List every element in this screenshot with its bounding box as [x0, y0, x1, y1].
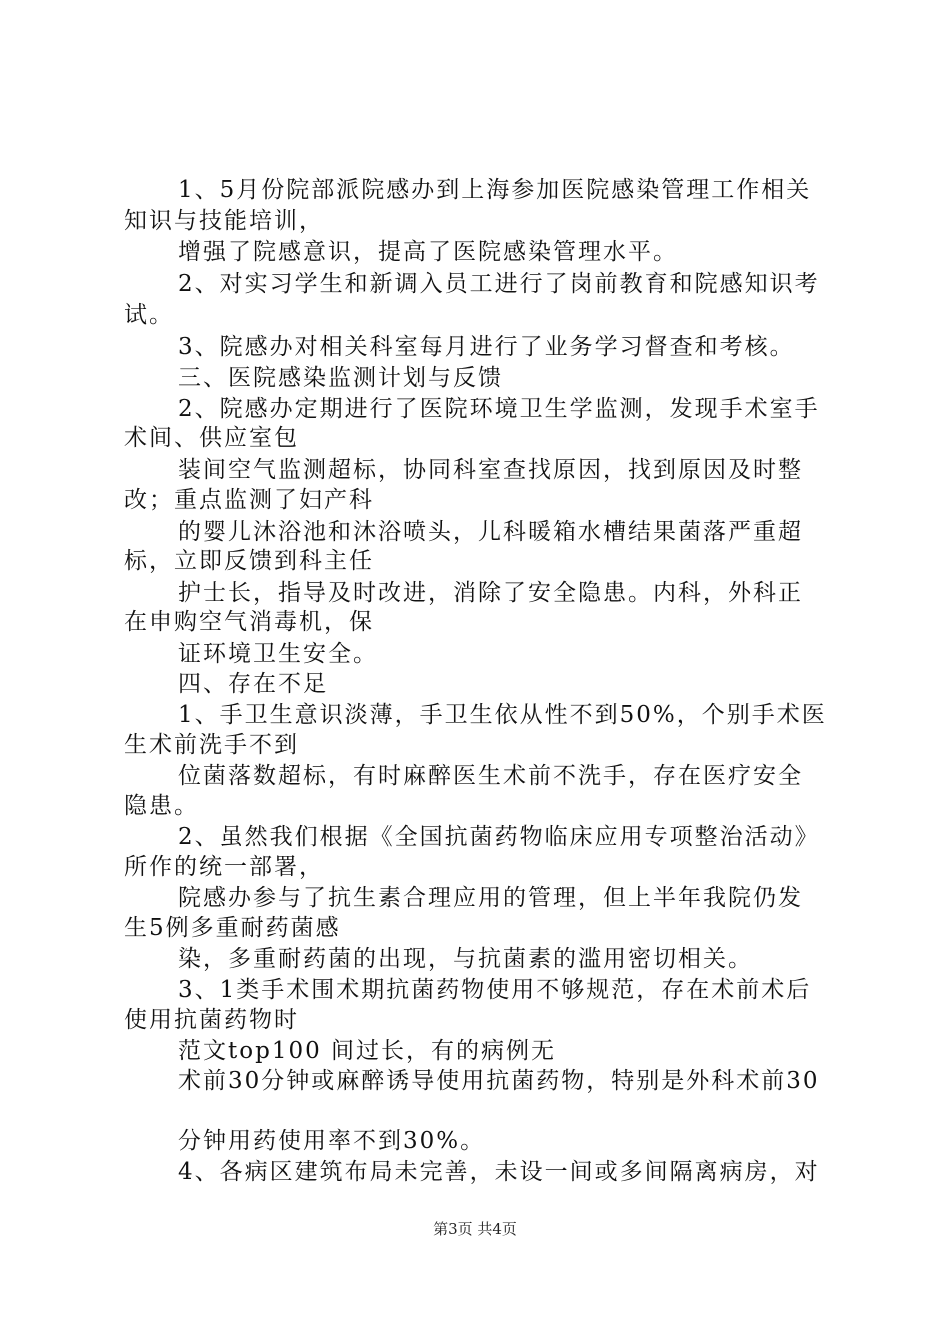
text-line: 装间空气监测超标，协同科室查找原因，找到原因及时整: [178, 457, 803, 483]
text-line: 增强了院感意识，提高了医院感染管理水平。: [178, 239, 678, 265]
text-line: 生5例多重耐药菌感: [124, 915, 341, 941]
text-line: 术前30分钟或麻醉诱导使用抗菌药物，特别是外科术前30: [178, 1068, 820, 1094]
text-line: 3、院感办对相关科室每月进行了业务学习督查和考核。: [178, 334, 795, 360]
text-line: 2、院感办定期进行了医院环境卫生学监测，发现手术室手: [178, 396, 820, 422]
text-line: 所作的统一部署，: [124, 854, 324, 880]
text-line: 范文top100 间过长，有的病例无: [178, 1038, 557, 1064]
text-line: 知识与技能培训，: [124, 208, 324, 234]
text-line: 1、5月份院部派院感办到上海参加医院感染管理工作相关: [178, 177, 812, 203]
text-line: 隐患。: [124, 793, 199, 819]
text-line: 改；重点监测了妇产科: [124, 487, 374, 513]
text-line: 标，立即反馈到科主任: [124, 548, 374, 574]
text-line: 院感办参与了抗生素合理应用的管理，但上半年我院仍发: [178, 885, 803, 911]
text-line: 4、各病区建筑布局未完善，未设一间或多间隔离病房，对: [178, 1159, 820, 1185]
text-line: 的婴儿沐浴池和沐浴喷头，儿科暖箱水槽结果菌落严重超: [178, 519, 803, 545]
text-line: 证环境卫生安全。: [178, 641, 378, 667]
text-line: 2、虽然我们根据《全国抗菌药物临床应用专项整治活动》: [178, 824, 820, 850]
text-line: 分钟用药使用率不到30%。: [178, 1128, 486, 1154]
section-heading: 四、存在不足: [178, 671, 328, 697]
text-line: 在申购空气消毒机，保: [124, 609, 374, 635]
text-line: 试。: [124, 302, 174, 328]
text-line: 生术前洗手不到: [124, 732, 299, 758]
text-line: 护士长，指导及时改进，消除了安全隐患。内科，外科正: [178, 580, 803, 606]
text-line: 1、手卫生意识淡薄，手卫生依从性不到50%，个别手术医: [178, 702, 827, 728]
page-footer: 第3页 共4页: [433, 1220, 517, 1238]
section-heading: 三、医院感染监测计划与反馈: [178, 365, 503, 391]
text-line: 2、对实习学生和新调入员工进行了岗前教育和院感知识考: [178, 271, 820, 297]
text-line: 染，多重耐药菌的出现，与抗菌素的滥用密切相关。: [178, 946, 753, 972]
text-line: 术间、供应室包: [124, 425, 299, 451]
text-line: 3、1类手术围术期抗菌药物使用不够规范，存在术前术后: [178, 977, 812, 1003]
text-line: 位菌落数超标，有时麻醉医生术前不洗手，存在医疗安全: [178, 763, 803, 789]
text-line: 使用抗菌药物时: [124, 1007, 299, 1033]
